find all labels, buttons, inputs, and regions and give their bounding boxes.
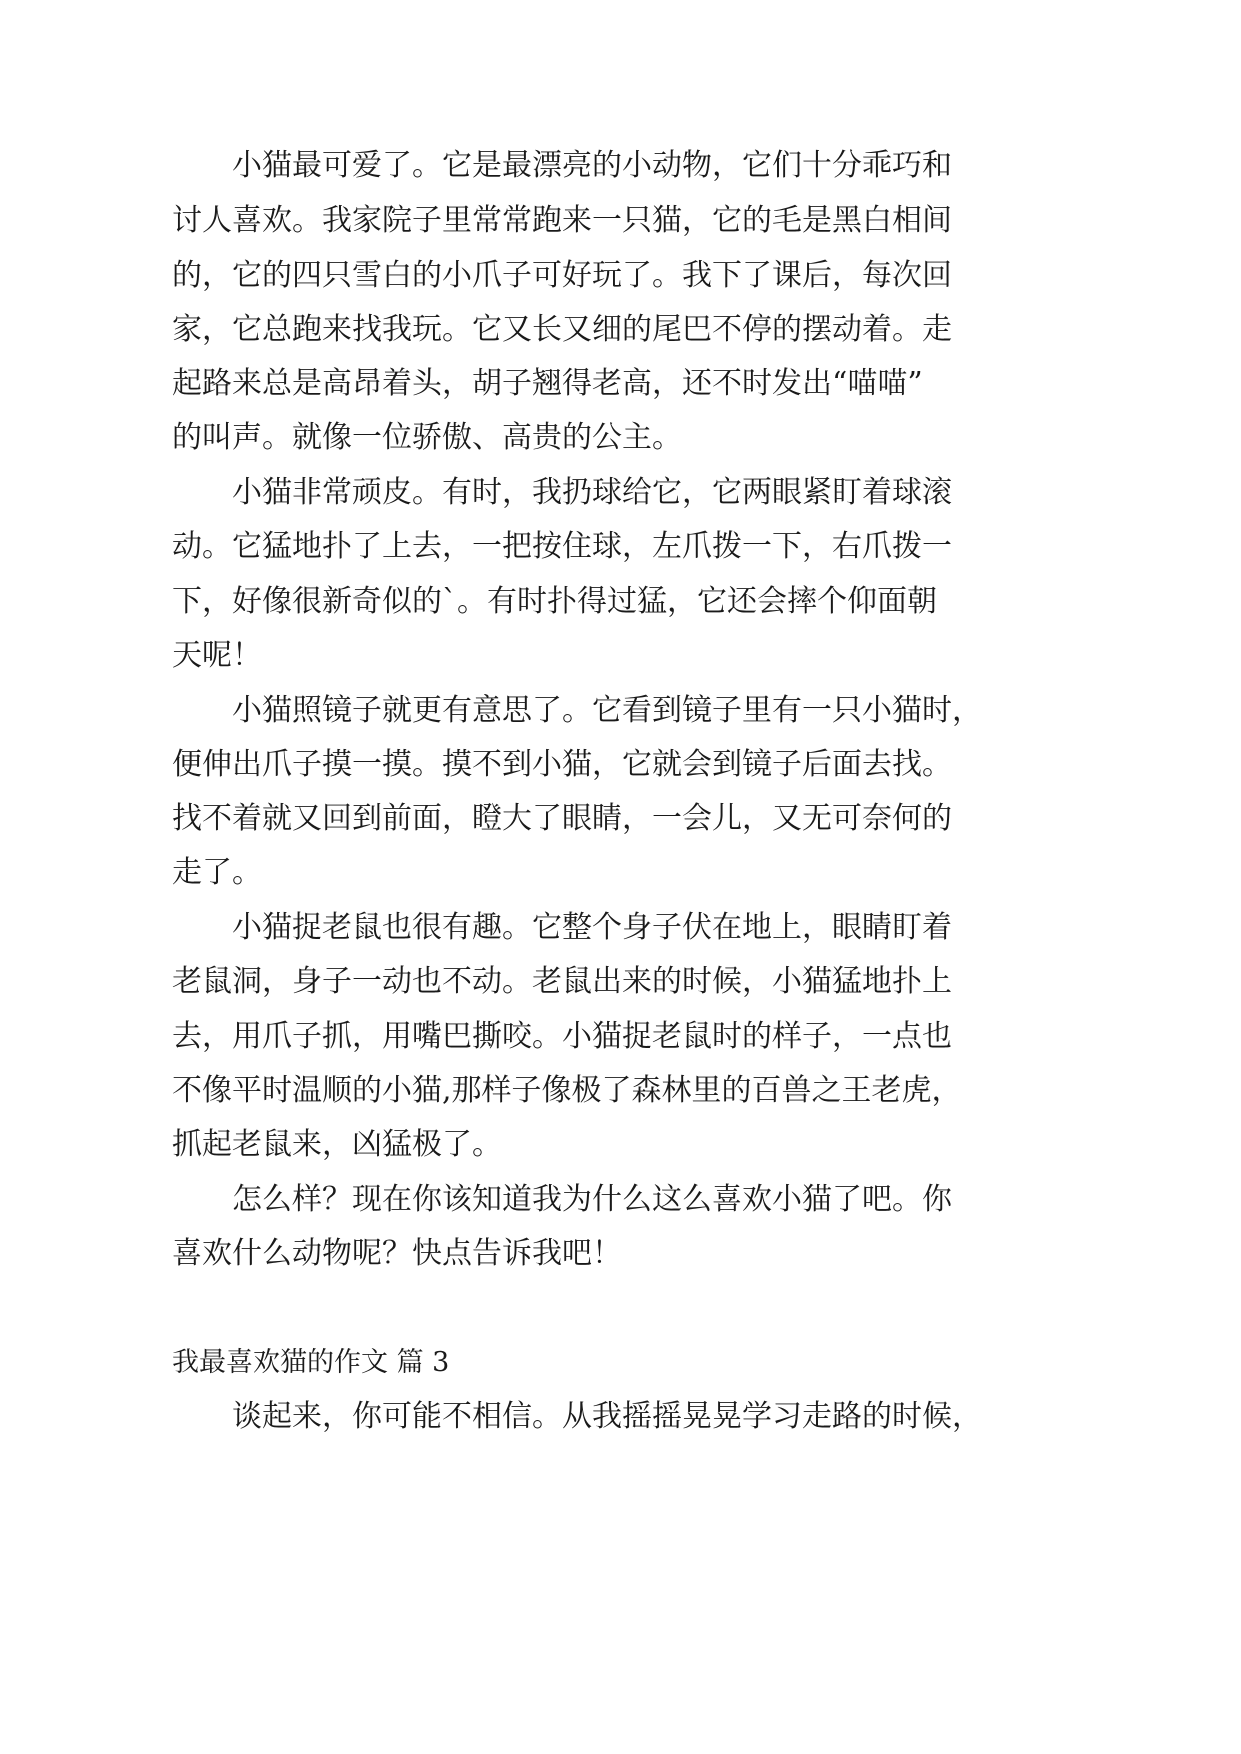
- paragraph-2-line-4: 天呢！: [172, 638, 262, 673]
- paragraph-3-line-1: 小猫照镜子就更有意思了。它看到镜子里有一只小猫时，: [232, 693, 982, 728]
- paragraph-4-line-3: 去，用爪子抓，用嘴巴撕咬。小猫捉老鼠时的样子，一点也: [172, 1019, 952, 1054]
- paragraph-2-line-1: 小猫非常顽皮。有时，我扔球给它，它两眼紧盯着球滚: [232, 475, 952, 510]
- paragraph-4-line-2: 老鼠洞，身子一动也不动。老鼠出来的时候，小猫猛地扑上: [172, 964, 952, 999]
- paragraph-1-line-1: 小猫最可爱了。它是最漂亮的小动物，它们十分乖巧和: [232, 148, 952, 183]
- paragraph-5-line-2: 喜欢什么动物呢？快点告诉我吧！: [172, 1236, 622, 1271]
- paragraph-4-line-1: 小猫捉老鼠也很有趣。它整个身子伏在地上，眼睛盯着: [232, 910, 952, 945]
- paragraph-4-line-5: 抓起老鼠来，凶猛极了。: [172, 1127, 502, 1162]
- paragraph-4-line-4: 不像平时温顺的小猫,那样子像极了森林里的百兽之王老虎，: [172, 1073, 962, 1108]
- paragraph-1-line-4: 家，它总跑来找我玩。它又长又细的尾巴不停的摆动着。走: [172, 312, 952, 347]
- paragraph-2-line-2: 动。它猛地扑了上去，一把按住球，左爪拨一下，右爪拨一: [172, 529, 952, 564]
- paragraph-1-line-5: 起路来总是高昂着头，胡子翘得老高，还不时发出“喵喵”: [172, 366, 923, 401]
- section-heading: 我最喜欢猫的作文 篇 3: [172, 1347, 450, 1378]
- paragraph-3-line-2: 便伸出爪子摸一摸。摸不到小猫，它就会到镜子后面去找。: [172, 747, 952, 782]
- paragraph-2-line-3: 下，好像很新奇似的`。有时扑得过猛，它还会摔个仰面朝: [172, 584, 937, 619]
- paragraph-3-line-4: 走了。: [172, 855, 262, 890]
- paragraph-1-line-3: 的，它的四只雪白的小爪子可好玩了。我下了课后，每次回: [172, 258, 952, 293]
- paragraph-5-line-1: 怎么样？现在你该知道我为什么这么喜欢小猫了吧。你: [232, 1182, 952, 1217]
- paragraph-6-line-1: 谈起来，你可能不相信。从我摇摇晃晃学习走路的时候，: [232, 1399, 982, 1434]
- paragraph-1-line-2: 讨人喜欢。我家院子里常常跑来一只猫，它的毛是黑白相间: [172, 203, 952, 238]
- paragraph-1-line-6: 的叫声。就像一位骄傲、高贵的公主。: [172, 420, 682, 455]
- paragraph-3-line-3: 找不着就又回到前面，瞪大了眼睛，一会儿，又无可奈何的: [172, 801, 952, 836]
